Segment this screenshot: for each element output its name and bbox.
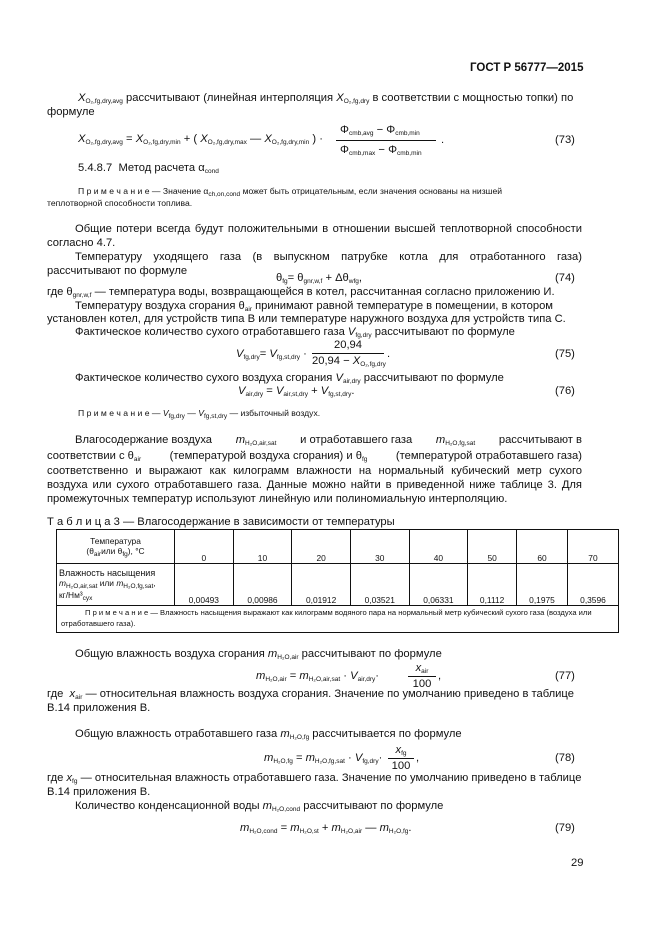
table-row xyxy=(57,606,619,633)
equation-78-lhs: $m_{H_2O,fg} = m_{H_2O,fg,sat} \cdot V_{fg,dry}\cdot$ xyxy=(264,752,383,765)
equation-75-number: (75) xyxy=(555,348,575,360)
table-cell: 10 xyxy=(233,530,292,564)
paragraph-moisture-line2: соответствии с $\theta_{air}$ (температурой воздуха сгорания) и $\theta_{fg}$ (температурой отработавшего газа) xyxy=(47,450,582,463)
note-alpha-cont: теплотворной способности топлива. xyxy=(47,198,193,208)
table-cell: 40 xyxy=(409,530,468,564)
paragraph-air-temp: Температуру воздуха сгорания $\theta_{air}$ принимают равной температуре в помещении, в котором xyxy=(75,300,553,313)
table-cell: 0,06331 xyxy=(409,564,468,606)
var-x: X xyxy=(78,92,86,104)
table-cell: 50 xyxy=(468,530,517,564)
table-3-note: П р и м е ч а н и е — Влажность насыщения выражают как килограмм водяного пара на нормальный метр кубический сухого газа (воздуха или отработавшего газа). xyxy=(57,606,619,633)
paragraph-total-fg-moisture: Общую влажность отработавшего газа $m_{H_2O,fg}$ рассчитывается по формуле xyxy=(75,728,462,741)
equation-77-fraction-bar xyxy=(408,676,436,677)
equation-75-numerator: 20,94 xyxy=(334,339,362,351)
where-x-fg-cont: В.14 приложения В. xyxy=(47,786,151,798)
paragraph-total-losses: Общие потери всегда будут положительными в отношении высшей теплотворной способности согласно 4.7. xyxy=(47,223,582,249)
table-3-caption: Т а б л и ц а 3 — Влагосодержание в зависимости от температуры xyxy=(47,516,395,528)
paragraph-flue-temp: Температуру уходящего газа (в выпускном патрубке котла для отработанного газа) рассчитывают по формуле xyxy=(47,251,582,277)
table-cell: 0,03521 xyxy=(350,564,409,606)
equation-78-fraction-bar xyxy=(388,758,414,759)
equation-75-fraction-bar xyxy=(312,353,384,354)
equation-78-numerator: $x_{fg}$ xyxy=(395,744,407,757)
table-cell: 30 xyxy=(350,530,409,564)
equation-73-denominator: $\Phi_{cmb,max} - \Phi_{cmb,min}$ xyxy=(340,144,422,157)
table-cell: 0,1112 xyxy=(468,564,517,606)
paragraph-air-temp-cont: установлен котел, для устройств типа В или температуре наружного воздуха для устройств типа С. xyxy=(47,313,566,325)
table-cell: 0,00986 xyxy=(233,564,292,606)
paragraph-condensate: Количество конденсационной воды $m_{H_2O,cond}$ рассчитывают по формуле xyxy=(75,800,444,813)
table-cell: 0,00493 xyxy=(175,564,234,606)
equation-77-number: (77) xyxy=(555,670,575,682)
table-cell: 0,3596 xyxy=(567,564,618,606)
table-header-temperature: Температура ($\theta_{air}или$ $\theta_{fg}$), °C xyxy=(57,530,175,564)
paragraph-vair-dry: Фактическое количество сухого воздуха сгорания $V_{air,dry}$ рассчитывают по формуле xyxy=(75,372,504,385)
equation-74-number: (74) xyxy=(555,272,575,284)
table-cell: 0,01912 xyxy=(292,564,351,606)
equation-73-number: (73) xyxy=(555,134,575,146)
equation-78-denominator: 100 xyxy=(391,760,411,772)
equation-73-lhs: $X_{O_2,fg,dry,avg} = X_{O_2,fg,dry,min}$ + ( $X_{O_2,fg,dry,max}$ — $X_{O_2,fg,dry,min}$ ) · xyxy=(78,133,323,146)
equation-77-lhs: $m_{H_2O,air} = m_{H_2O,air,sat} \cdot V_{air,dry}\cdot$ xyxy=(256,670,380,683)
section-heading-5-4-8-7: 5.4.8.7 Метод расчета $\alpha_{cond}$ xyxy=(78,162,219,175)
where-x-air-cont: В.14 приложения В. xyxy=(47,702,151,714)
equation-73-fraction-bar xyxy=(336,140,436,141)
equation-74: $\theta_{fg}= \theta_{gnr,w,f} + \Delta\theta_{wfg}$, xyxy=(276,272,363,285)
equation-76-number: (76) xyxy=(555,385,575,397)
where-x-fg: где $x_{fg}$ — относительная влажность отработавшего газа. Значение по умолчанию приведено в таблице xyxy=(47,772,582,785)
paragraph-moisture-rest: соответственно и выражают как килограмм влажности на нормальный кубический метр сухого воздуха или сухого отработавшего газа. Данные можно найти в приведенной ниже таблице 3. Для промежуточных температур используют линейную или полиномиальную интерполяцию. xyxy=(47,465,582,505)
table-row-label-saturation: Влажность насыщения $m_{H_2O,air,sat}$ или $m_{H_2O,fg,sat}$, $кг/Нм^3_{сух}$ xyxy=(57,564,175,606)
note-alpha: П р и м е ч а н и е — Значение $\alpha_{ch,on,cond}$ может быть отрицательным, если значения основаны на низшей xyxy=(78,186,503,198)
equation-75-end: . xyxy=(387,348,391,360)
note-excess-air: П р и м е ч а н и е — $V_{fg,dry}$ — $V_{fg,st,dry}$ — избыточный воздух. xyxy=(78,408,321,420)
table-cell: 60 xyxy=(517,530,568,564)
table-row xyxy=(57,530,619,564)
table-cell: 70 xyxy=(567,530,618,564)
paragraph-moisture-line1: Влагосодержание воздуха $m_{H_2O,air,sat}$ и отработавшего газа $m_{H_2O,fg,sat}$ рассчитывают в xyxy=(75,434,582,447)
standard-header: ГОСТ Р 56777—2015 xyxy=(470,62,584,74)
equation-78-end: , xyxy=(416,752,420,764)
equation-73-numerator: $\Phi_{cmb,avg} - \Phi_{cmb,min}$ xyxy=(340,124,420,137)
paragraph-vfg-dry: Фактическое количество сухого отработавшего газа $V_{fg,dry}$ рассчитывают по формуле xyxy=(75,326,515,339)
equation-77-end: , xyxy=(438,670,442,682)
equation-79: $m_{H_2O,cond} = m_{H_2O,st} + m_{H_2O,air}$ — $m_{H_2O,fg}$. xyxy=(240,822,412,835)
page-number: 29 xyxy=(571,857,584,869)
table-cell: 20 xyxy=(292,530,351,564)
table-3 xyxy=(56,529,619,633)
equation-73-end: . xyxy=(441,134,445,146)
paragraph-xavg-cont: формуле xyxy=(47,106,95,118)
equation-78-number: (78) xyxy=(555,752,575,764)
table-cell: 0,1975 xyxy=(517,564,568,606)
where-x-air: где $x_{air}$ — относительная влажность воздуха сгорания. Значение по умолчанию приведено в таблице xyxy=(47,688,574,701)
paragraph-total-air-moisture: Общую влажность воздуха сгорания $m_{H_2O,air}$ рассчитывают по формуле xyxy=(75,648,442,661)
equation-76: $V_{air,dry} = V_{air,st,dry} + V_{fg,st,dry}$. xyxy=(238,385,355,398)
paragraph-xavg-intro: $X_{O_2,fg,dry,avg}$ рассчитывают (линейная интерполяция $X_{O_2,fg,dry}$ в соответствии с мощностью топки) по xyxy=(78,92,574,105)
equation-75-lhs: $V_{fg,dry}= V_{fg,st,dry}$ · xyxy=(236,348,307,361)
equation-77-denominator: 100 xyxy=(412,678,432,690)
table-row xyxy=(57,564,619,606)
table-cell: 0 xyxy=(175,530,234,564)
equation-77-numerator: $x_{air}$ xyxy=(415,662,429,675)
equation-79-number: (79) xyxy=(555,822,575,834)
equation-75-denominator: $20,94 - X_{O_2,fg,dry}$ xyxy=(312,355,386,368)
where-theta-gnr: где $\theta_{gnr,w,f}$ — температура воды, возвращающейся в котел, рассчитанная согласно приложению И. xyxy=(47,286,555,299)
